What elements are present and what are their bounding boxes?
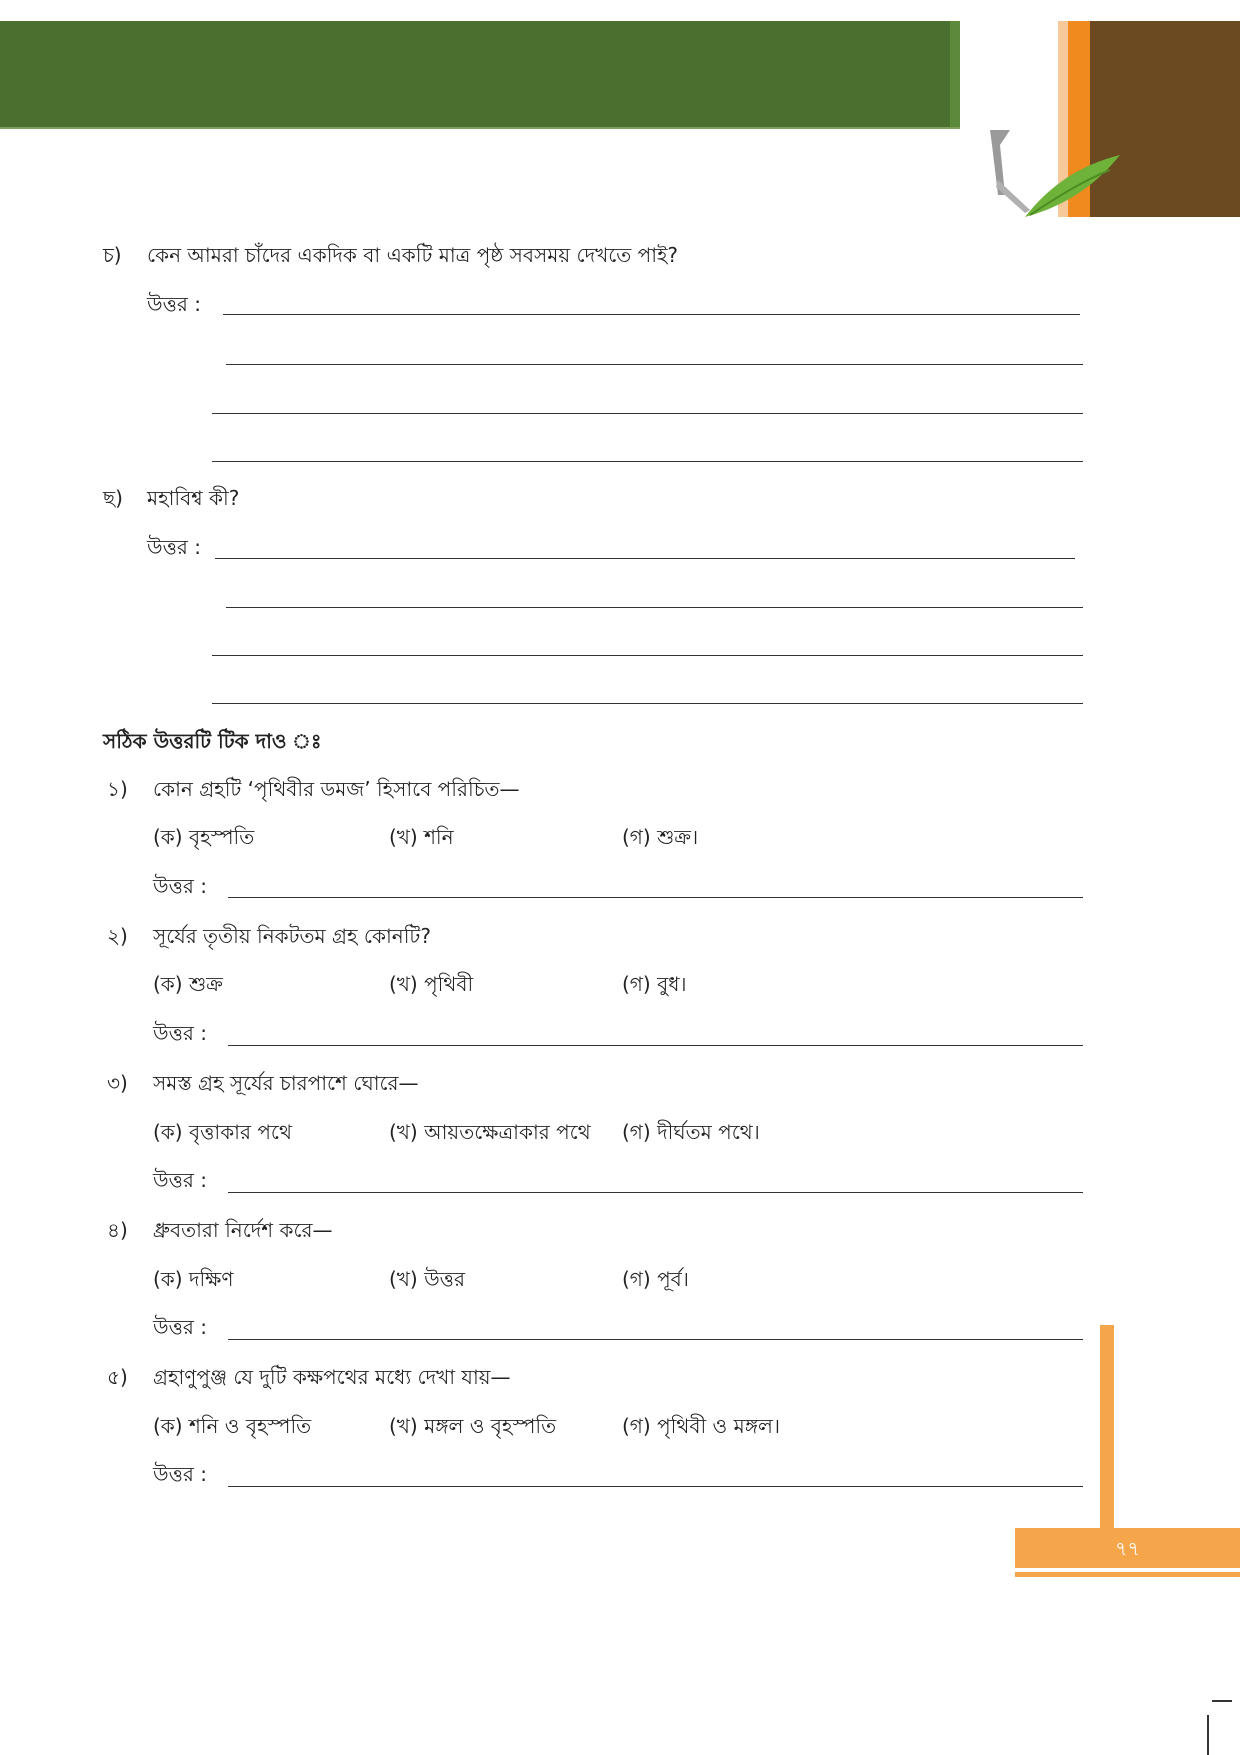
sprout-icon (970, 125, 1140, 225)
mcq-option[interactable]: (গ) পৃথিবী ও মঙ্গল। (622, 1414, 781, 1438)
mcq-number: ৫) (107, 1365, 128, 1389)
answer-line[interactable] (228, 1192, 1083, 1193)
answer-label: উত্তর : (147, 535, 201, 559)
mcq-question: সমস্ত গ্রহ সূর্যের চারপাশে ঘোরে— (153, 1071, 419, 1095)
answer-label: উত্তর : (153, 1021, 207, 1045)
mcq-option[interactable]: (গ) শুক্র। (622, 825, 699, 849)
answer-label: উত্তর : (153, 1315, 207, 1339)
mcq-option[interactable]: (খ) মঙ্গল ও বৃহস্পতি (389, 1414, 557, 1438)
mcq-option[interactable]: (গ) পূর্ব। (622, 1267, 689, 1291)
answer-line[interactable] (223, 314, 1080, 315)
answer-line[interactable] (228, 897, 1083, 898)
mcq-number: ৪) (107, 1218, 128, 1242)
answer-line[interactable] (226, 607, 1083, 608)
answer-line[interactable] (212, 413, 1083, 414)
answer-line[interactable] (226, 364, 1083, 365)
crop-mark (1212, 1700, 1232, 1702)
section-heading: সঠিক উত্তরটি টিক দাও ঃ (103, 729, 322, 753)
mcq-option[interactable]: (ক) শুক্র (153, 972, 223, 996)
answer-line[interactable] (212, 461, 1083, 462)
answer-line[interactable] (228, 1339, 1083, 1340)
answer-line[interactable] (228, 1486, 1083, 1487)
header-underline (0, 127, 960, 129)
mcq-question: ধ্রুবতারা নির্দেশ করে— (153, 1218, 333, 1242)
answer-line[interactable] (212, 655, 1083, 656)
answer-label: উত্তর : (153, 1462, 207, 1486)
question-marker: চ) (103, 243, 122, 267)
mcq-number: ১) (107, 777, 128, 801)
mcq-option[interactable]: (ক) বৃত্তাকার পথে (153, 1120, 292, 1144)
page-number: ৭৭ (1115, 1538, 1140, 1560)
mcq-number: ৩) (107, 1071, 128, 1095)
mcq-number: ২) (107, 924, 128, 948)
mcq-question: কোন গ্রহটি ‘পৃথিবীর ডমজ’ হিসাবে পরিচিত— (153, 777, 520, 801)
question-text: কেন আমরা চাঁদের একদিক বা একটি মাত্র পৃষ্ঠ সবসময় দেখতে পাই? (147, 243, 679, 267)
mcq-option[interactable]: (গ) দীর্ঘতম পথে। (622, 1120, 760, 1144)
answer-label: উত্তর : (153, 874, 207, 898)
mcq-option[interactable]: (ক) দক্ষিণ (153, 1267, 234, 1291)
answer-label: উত্তর : (147, 292, 201, 316)
page-side-bar (1100, 1325, 1114, 1530)
page-number-underline (1015, 1572, 1240, 1577)
mcq-option[interactable]: (খ) উত্তর (389, 1267, 465, 1291)
mcq-question: গ্রহাণুপুঞ্জ যে দুটি কক্ষপথের মধ্যে দেখা যায়— (153, 1365, 511, 1389)
mcq-option[interactable]: (ক) শনি ও বৃহস্পতি (153, 1414, 312, 1438)
mcq-option[interactable]: (খ) পৃথিবী (389, 972, 474, 996)
answer-line[interactable] (228, 1045, 1083, 1046)
mcq-option[interactable]: (খ) শনি (389, 825, 454, 849)
answer-line[interactable] (212, 703, 1083, 704)
mcq-option[interactable]: (খ) আয়তক্ষেত্রাকার পথে (389, 1120, 591, 1144)
mcq-option[interactable]: (গ) বুধ। (622, 972, 687, 996)
header-banner (0, 21, 960, 127)
question-marker: ছ) (103, 486, 123, 510)
header-banner-edge (950, 21, 960, 127)
answer-line[interactable] (215, 558, 1075, 559)
crop-mark (1207, 1715, 1209, 1755)
mcq-question: সূর্যের তৃতীয় নিকটতম গ্রহ কোনটি? (153, 924, 431, 948)
mcq-option[interactable]: (ক) বৃহস্পতি (153, 825, 255, 849)
question-text: মহাবিশ্ব কী? (147, 486, 240, 510)
answer-label: উত্তর : (153, 1168, 207, 1192)
